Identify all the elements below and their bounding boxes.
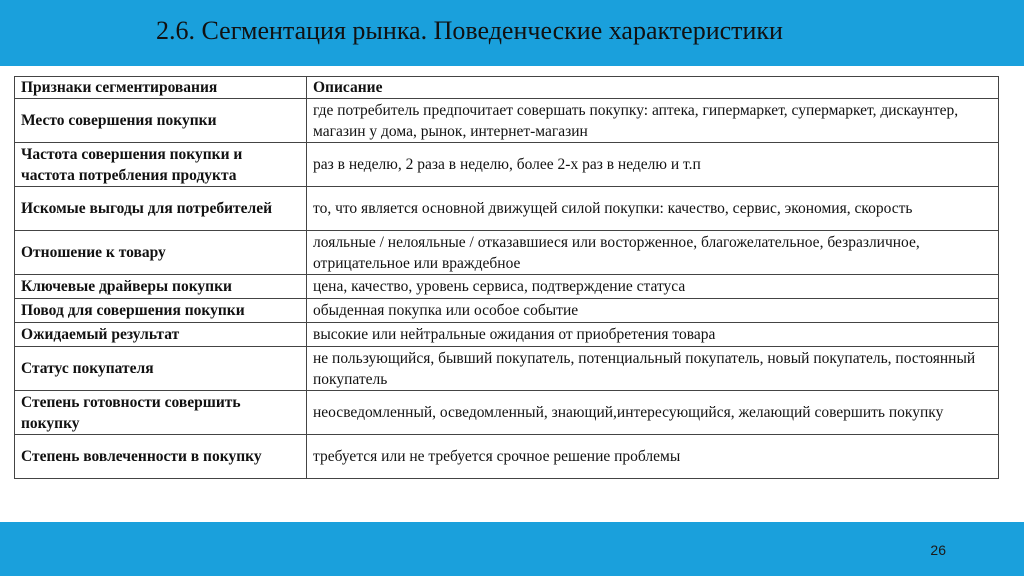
row-value: не пользующийся, бывший покупатель, потенциальный покупатель, новый покупатель, постоянный покупатель bbox=[307, 347, 999, 391]
row-key: Место совершения покупки bbox=[15, 99, 307, 143]
row-key: Частота совершения покупки и частота потребления продукта bbox=[15, 143, 307, 187]
table-row bbox=[15, 435, 999, 479]
row-key: Отношение к товару bbox=[15, 231, 307, 275]
table-row bbox=[15, 99, 999, 143]
footer-bar bbox=[0, 522, 1024, 576]
table-row bbox=[15, 231, 999, 275]
table-row bbox=[15, 323, 999, 347]
slide-title: 2.6. Сегментация рынка. Поведенческие характеристики bbox=[156, 16, 783, 45]
row-value: высокие или нейтральные ожидания от приобретения товара bbox=[307, 323, 999, 347]
row-key: Искомые выгоды для потребителей bbox=[15, 187, 307, 231]
row-value: неосведомленный, осведомленный, знающий,интересующийся, желающий совершить покупку bbox=[307, 391, 999, 435]
header-criteria: Признаки сегментирования bbox=[15, 77, 307, 99]
segmentation-table-container bbox=[14, 76, 999, 479]
table-row bbox=[15, 299, 999, 323]
table-row bbox=[15, 143, 999, 187]
row-value: требуется или не требуется срочное решение проблемы bbox=[307, 435, 999, 479]
row-key: Ожидаемый результат bbox=[15, 323, 307, 347]
row-value: цена, качество, уровень сервиса, подтверждение статуса bbox=[307, 275, 999, 299]
row-value: раз в неделю, 2 раза в неделю, более 2-х раз в неделю и т.п bbox=[307, 143, 999, 187]
row-value: лояльные / нелояльные / отказавшиеся или восторженное, благожелательное, безразличное, отрицательное или враждебное bbox=[307, 231, 999, 275]
row-key: Статус покупателя bbox=[15, 347, 307, 391]
row-value: обыденная покупка или особое событие bbox=[307, 299, 999, 323]
table-header-row bbox=[15, 77, 999, 99]
row-key: Степень вовлеченности в покупку bbox=[15, 435, 307, 479]
table-row bbox=[15, 187, 999, 231]
header-description: Описание bbox=[307, 77, 999, 99]
header-bar bbox=[0, 0, 1024, 66]
table-row bbox=[15, 347, 999, 391]
row-key: Ключевые драйверы покупки bbox=[15, 275, 307, 299]
row-value: то, что является основной движущей силой покупки: качество, сервис, экономия, скорость bbox=[307, 187, 999, 231]
row-key: Повод для совершения покупки bbox=[15, 299, 307, 323]
segmentation-table bbox=[14, 76, 999, 479]
page-number: 26 bbox=[930, 542, 946, 558]
row-key: Степень готовности совершить покупку bbox=[15, 391, 307, 435]
table-row bbox=[15, 275, 999, 299]
row-value: где потребитель предпочитает совершать покупку: аптека, гипермаркет, супермаркет, дискаунтер, магазин у дома, рынок, интернет-магазин bbox=[307, 99, 999, 143]
table-row bbox=[15, 391, 999, 435]
